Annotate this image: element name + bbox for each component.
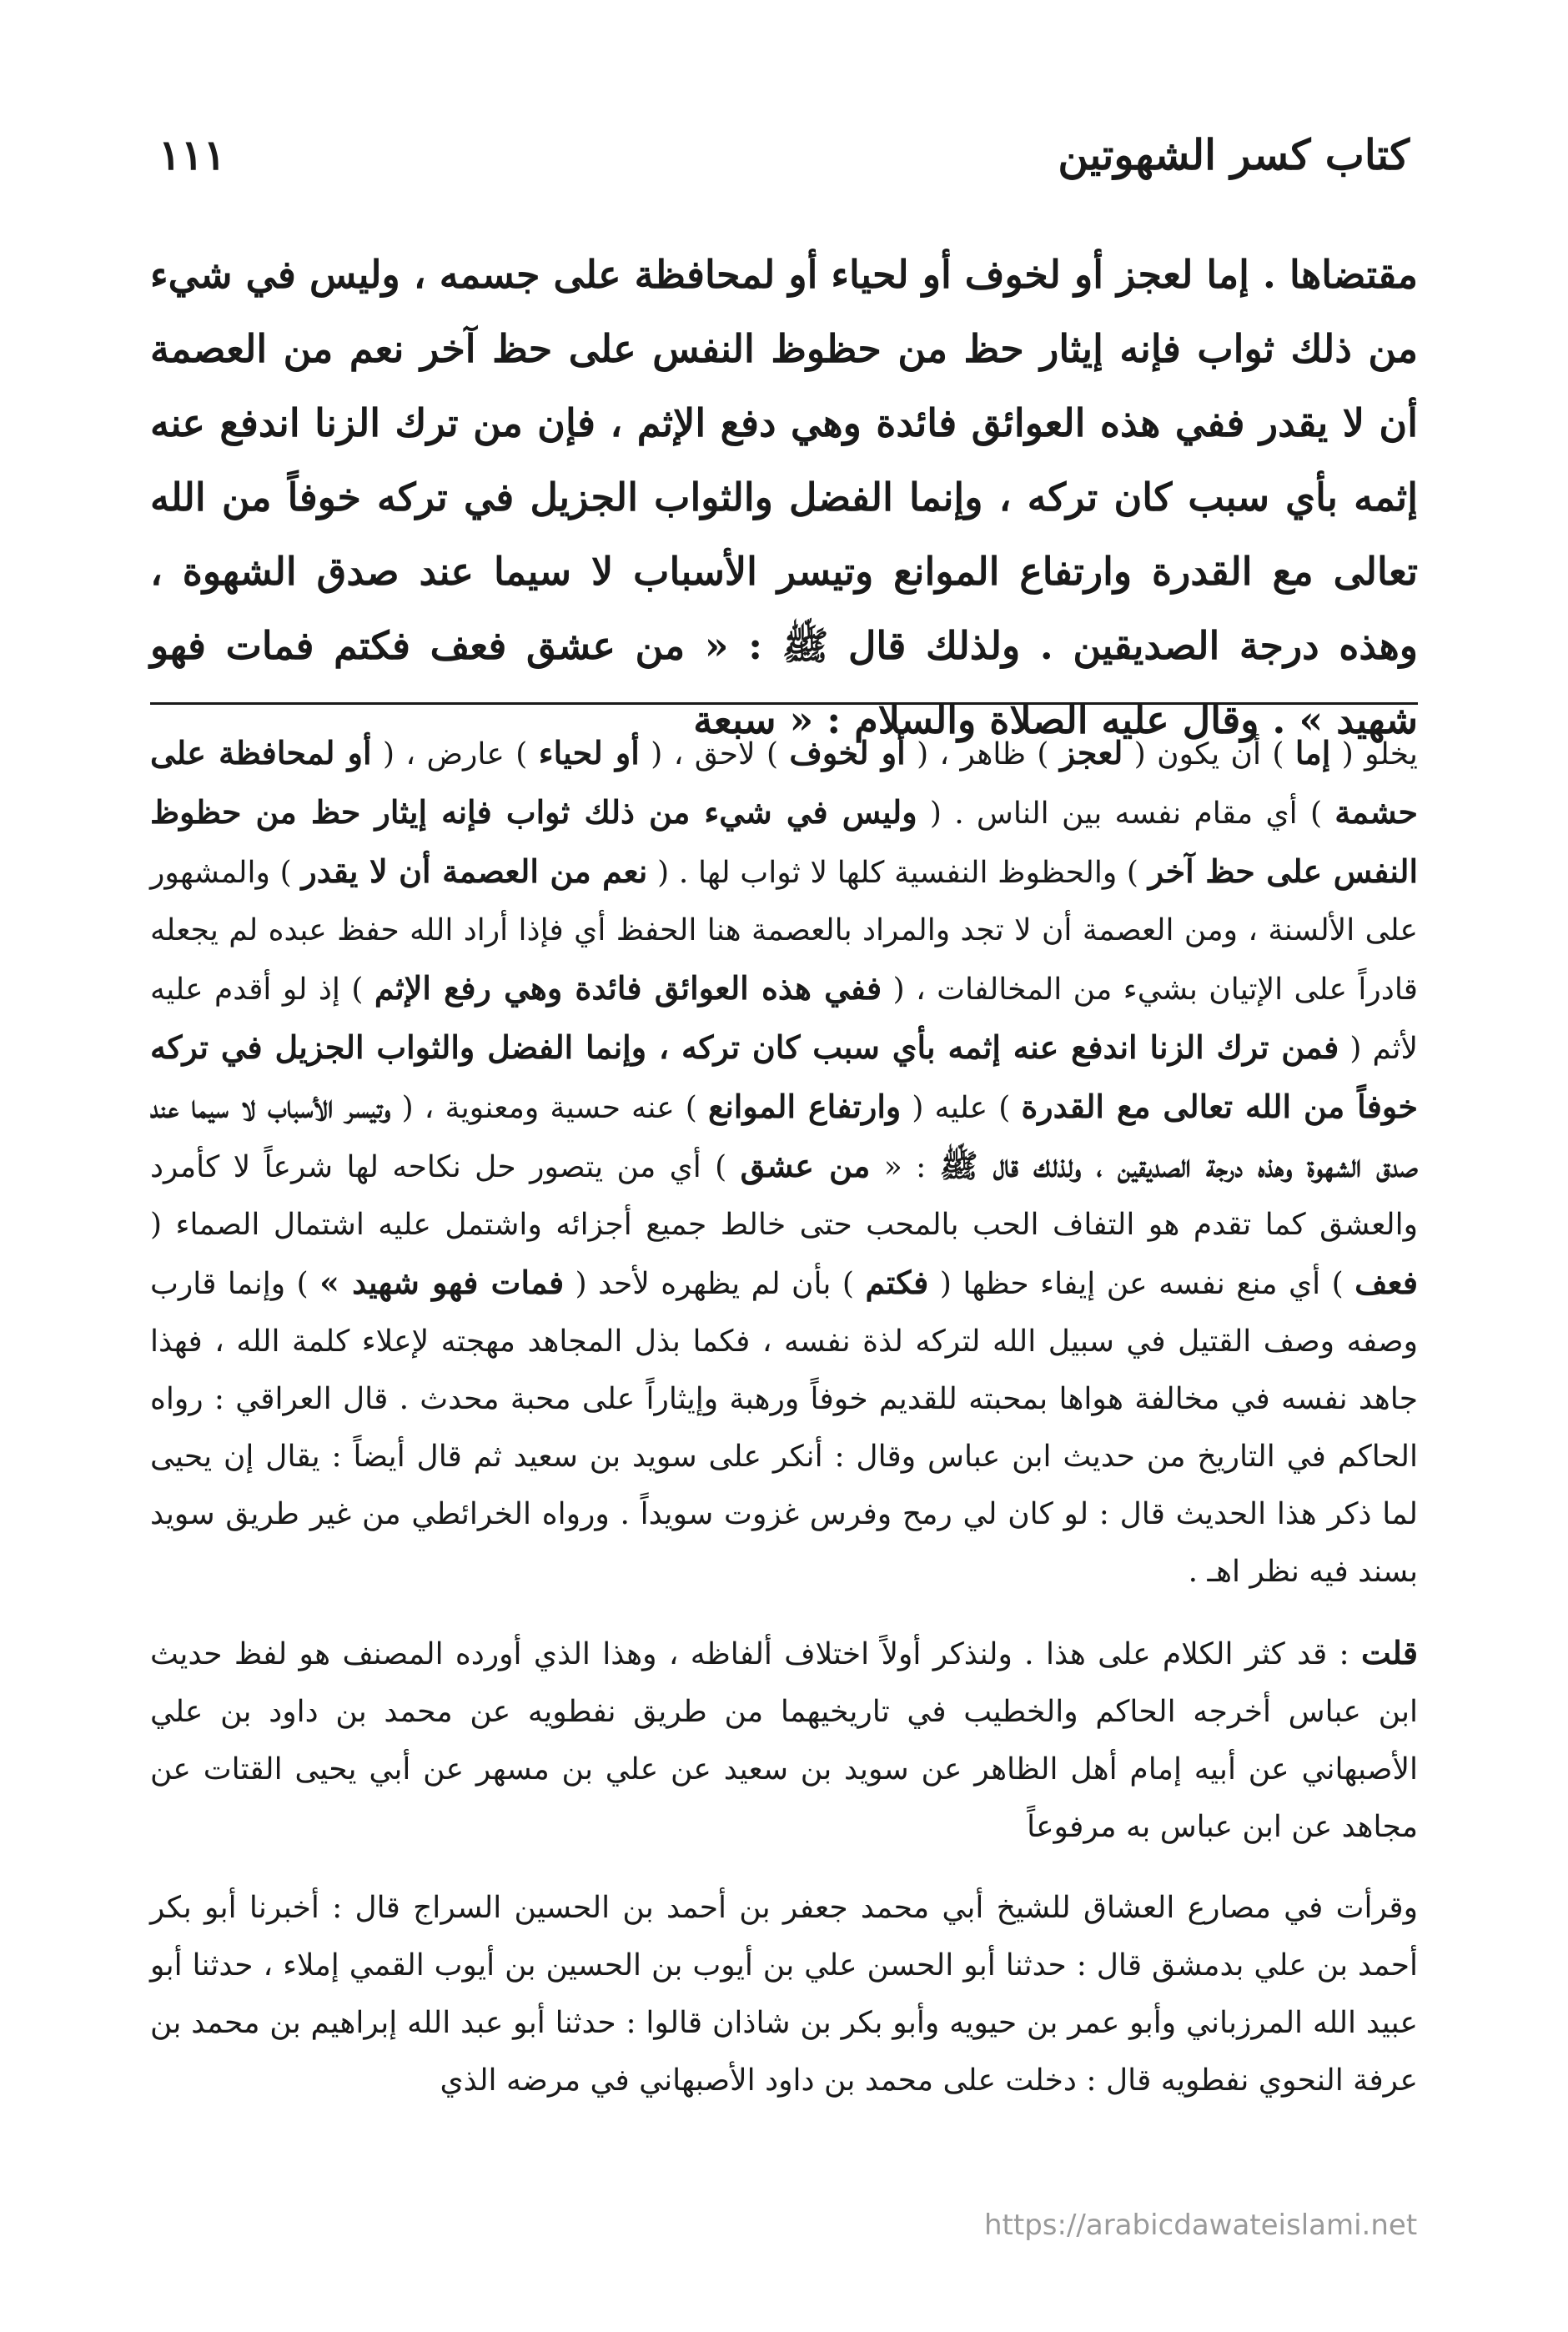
- quoted-text: أو لخوف: [789, 734, 906, 771]
- quoted-text: وليس في شيء من ذلك ثواب فإنه إيثار حظ من حظوظ النفس على حظ آخر: [150, 793, 1419, 890]
- book-title: كتاب كسر الشهوتين: [1058, 129, 1410, 179]
- quoted-text: أو لمحافظة على حشمة: [150, 734, 1419, 831]
- quoted-text: إما: [1294, 734, 1331, 771]
- watermark: https://arabicdawateislami.net: [984, 2209, 1418, 2242]
- quoted-text: قلت: [1360, 1634, 1418, 1671]
- main-text: [150, 238, 1418, 757]
- commentary-paragraph-1: يخلو ( إما ) أن يكون ( لعجز ) ظاهر ، ( أو لخوف ) لاحق ، ( أو لحياء ) عارض ، ( أو لمحافظة على حشمة ) أي مقام نفسه بين الناس . ( وليس في شيء من ذلك ثواب فإنه إيثار حظ من حظوظ النفس على حظ آخر ) والحظوظ النفسية كلها لا ثواب لها . ( نعم من العصمة أن لا يقدر ) والمشهور على الألسنة ، ومن العصمة أن لا تجد والمراد بالعصمة هنا الحفظ أي فإذا أراد الله حفظ عبده لم يجعله قادراً على الإتيان بشيء من المخالفات ، ( ففي هذه العوائق فائدة وهي رفع الإثم ) إذ لو أقدم عليه لأثم ( فمن ترك الزنا اندفع عنه إثمه بأي سبب كان تركه ، وإنما الفضل والثواب الجزيل في تركه خوفاً من الله تعالى مع القدرة ) عليه ( وارتفاع الموانع ) عنه حسية ومعنوية ، ( وتيسر الأسباب لا سيما عند صدق الشهوة وهذه درجة الصديقين ، ولذلك قال ﷺ : « من عشق ) أي من يتصور حل نكاحه لها شرعاً لا كأمرد والعشق كما تقدم هو التفاف الحب بالمحب حتى خالط جميع أجزائه واشتمل عليه اشتمال الصماء ( فعف ) أي منع نفسه عن إيفاء حظها ( فكتم ) بأن لم يظهره لأحد ( فمات فهو شهيد » ) وإنما قارب وصفه وصف القتيل في سبيل الله لتركه لذة نفسه ، فكما بذل المجاهد مهجته لإعلاء كلمة الله ، فهذا جاهد نفسه في مخالفة هواها بمحبته للقديم خوفاً ورهبة وإيثاراً على محبة محدث . قال العراقي : رواه الحاكم في التاريخ من حديث ابن عباس وقال : أنكر على سويد بن سعيد ثم قال أيضاً : يقال إن يحيى لما ذكر هذا الحديث قال : لو كان لي رمح وفرس غزوت سويداً . ورواه الخرائطي من غير طريق سويد بسند فيه نظر اهـ .: [150, 734, 1419, 1589]
- quoted-text: ففي هذه العوائق فائدة وهي رفع الإثم: [374, 969, 882, 1007]
- quoted-text: وتيسر الأسباب لا سيما عند صدق الشهوة وهذه درجة الصديقين ، ولذلك قال ﷺ: [150, 1088, 1418, 1184]
- footnote-divider: [150, 702, 1418, 705]
- quoted-text: وارتفاع الموانع: [707, 1088, 902, 1125]
- commentary-paragraph-2: قلت : قد كثر الكلام على هذا . ولنذكر أولاً اختلاف ألفاظه ، وهذا الذي أورده المصنف هو لفظ حديث ابن عباس أخرجه الحاكم والخطيب في تاريخيهما من طريق نفطويه عن محمد بن داود بن علي الأصبهاني عن أبيه إمام أهل الظاهر عن سويد بن سعيد عن علي بن مسهر عن أبي يحيى القتات عن مجاهد عن ابن عباس به مرفوعاً: [150, 1634, 1418, 1844]
- quoted-text: نعم من العصمة أن لا يقدر: [301, 852, 648, 890]
- quoted-text: لعجز: [1059, 734, 1123, 771]
- commentary-paragraph-3: وقرأت في مصارع العشاق للشيخ أبي محمد جعفر بن أحمد بن الحسين السراج قال : أخبرنا أبو بكر أحمد بن علي بدمشق قال : حدثنا أبو الحسن علي بن أيوب بن الحسين بن أيوب القمي إملاء ، حدثنا أبو عبيد الله المرزباني وأبو عمر بن حيويه وأبو بكر بن شاذان قالوا : حدثنا أبو عبد الله إبراهيم بن محمد بن عرفة النحوي نفطويه قال : دخلت على محمد بن داود الأصبهاني في مرضه الذي: [150, 1891, 1418, 2098]
- quoted-text: فعف: [1354, 1264, 1418, 1301]
- commentary: [150, 724, 1418, 2109]
- page-number: ١١١: [158, 129, 226, 179]
- quoted-text: فكتم: [865, 1264, 929, 1301]
- page-header: [158, 117, 1410, 192]
- quoted-text: فمن ترك الزنا اندفع عنه إثمه بأي سبب كان تركه ، وإنما الفضل والثواب الجزيل في تركه خوفاً من الله تعالى مع القدرة: [150, 1028, 1418, 1125]
- main-paragraph: مقتضاها . إما لعجز أو لخوف أو لحياء أو لمحافظة على جسمه ، وليس في شيء من ذلك ثواب فإنه إيثار حظ من حظوظ النفس على حظ آخر نعم من العصمة أن لا يقدر ففي هذه العوائق فائدة وهي دفع الإثم ، فإن من ترك الزنا اندفع عنه إثمه بأي سبب كان تركه ، وإنما الفضل والثواب الجزيل في تركه خوفاً من الله تعالى مع القدرة وارتفاع الموانع وتيسر الأسباب لا سيما عند صدق الشهوة ، وهذه درجة الصديقين . ولذلك قال ﷺ : « من عشق فعف فكتم فمات فهو شهيد » . وقال عليه الصلاة والسلام : « سبعة: [150, 252, 1418, 742]
- quoted-text: من عشق: [740, 1147, 871, 1184]
- quoted-text: أو لحياء: [538, 734, 640, 771]
- quoted-text: فمات فهو شهيد »: [319, 1264, 565, 1301]
